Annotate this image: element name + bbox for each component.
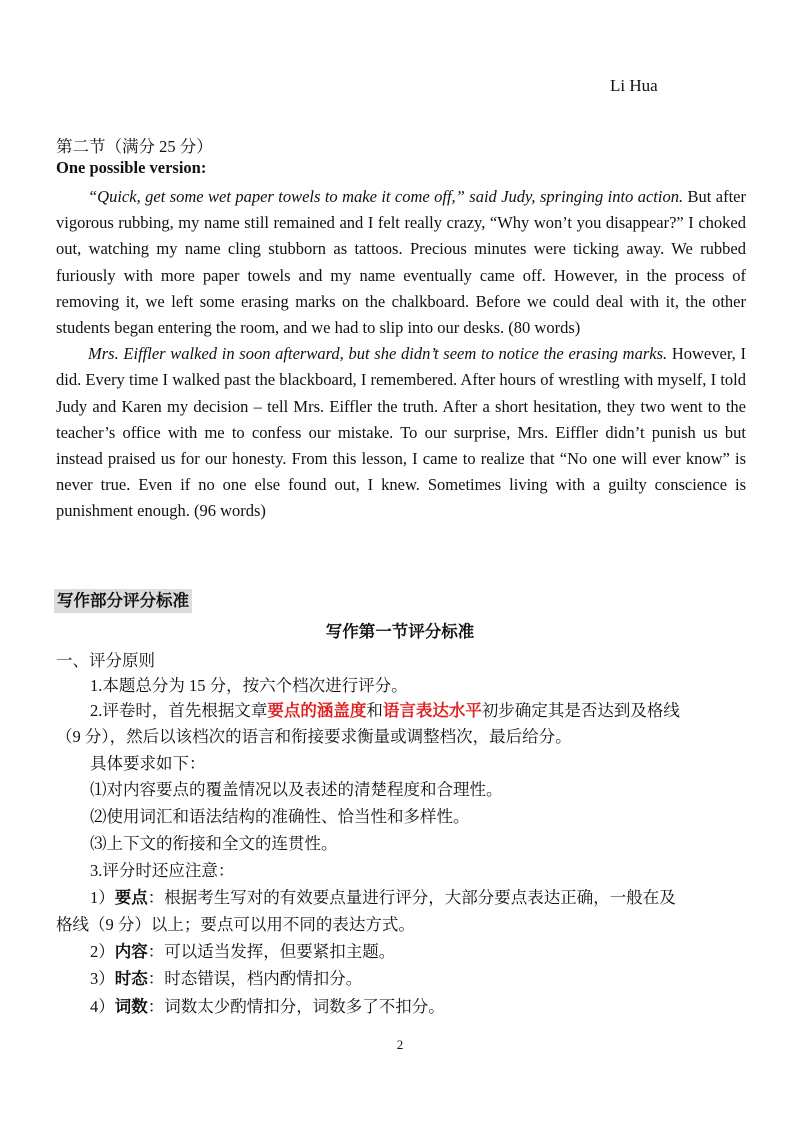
- principles-heading: 一、评分原则: [56, 651, 155, 670]
- criteria-item-3: 3.评分时还应注意：: [90, 861, 235, 880]
- item2-highlight-content: 要点的涵盖度: [267, 701, 367, 720]
- note-1: [90, 884, 676, 908]
- note-3-num: 3）: [90, 969, 115, 988]
- note-4-text: ：词数太少酌情扣分，词数多了不扣分。: [147, 997, 445, 1016]
- note-4-num: 4）: [90, 997, 115, 1016]
- essay-body: [56, 184, 746, 525]
- requirement-3: ⑶上下文的衔接和全文的连贯性。: [90, 834, 338, 853]
- note-3-text: ：时态错误，档内酌情扣分。: [147, 969, 363, 988]
- note-2-key: 内容: [114, 942, 148, 961]
- essay-p1-lead: “Quick, get some wet paper towels to make it come off,” said Judy, springing into action.: [88, 187, 684, 206]
- note-1-text: ：根据考生写对的有效要点量进行评分，大部分要点表达正确，一般在及: [147, 888, 676, 907]
- note-4: [90, 993, 445, 1017]
- essay-p2-body: However, I did. Every time I walked past the blackboard, I remembered. After hours of wrestling with myself, I told Judy and Karen my decision – tell Mrs. Eiffler the truth. After a short hesitation, they two went to the teacher’s office with me to confess our mistake. To our surprise, Mrs. Eiffler didn’t punish us but instead praised us for our honesty. From this lesson, I came to realize that “No one will ever know” is never true. Even if no one else found out, I knew. Sometimes living with a guilty conscience is punishment enough. (96 words): [56, 344, 746, 521]
- criteria-item-2: [90, 697, 680, 721]
- criteria-title: 写作第一节评分标准: [325, 622, 475, 641]
- note-1-key: 要点: [114, 888, 148, 907]
- note-1-cont: 格线（9 分）以上；要点可以用不同的表达方式。: [56, 915, 415, 934]
- note-2-text: ：可以适当发挥，但要紧扣主题。: [147, 942, 396, 961]
- page-number: 2: [396, 1037, 404, 1052]
- note-3-key: 时态: [114, 969, 148, 988]
- item2-highlight-language: 语言表达水平: [382, 701, 482, 720]
- note-2-num: 2）: [90, 942, 115, 961]
- requirement-2: ⑵使用词汇和语法结构的准确性、恰当性和多样性。: [90, 807, 470, 826]
- criteria-item-1: 1.本题总分为 15 分，按六个档次进行评分。: [90, 676, 408, 695]
- item2-mid: 和: [366, 701, 383, 720]
- essay-p1-body: But after vigorous rubbing, my name still remained and I felt really crazy, “Why won’t you disappear?” I choked out, watching my name cling stubborn as tattoos. Precious minutes were ticking away. We rubbed furiously with more paper towels and my name eventually came off. However, in the process of removing it, we left some erasing marks on the chalkboard. Before we could deal with it, the other students began entering the room, and we had to slip into our desks. (80 words): [56, 187, 747, 338]
- essay-paragraph-1: [56, 184, 746, 341]
- note-3: [90, 965, 362, 989]
- section-heading: 第二节（满分 25 分）: [56, 137, 213, 156]
- note-4-key: 词数: [114, 997, 148, 1016]
- essay-paragraph-2: [56, 341, 746, 524]
- item2-pre: 2.评卷时，首先根据文章: [90, 701, 268, 720]
- criteria-item-2-cont: （9 分），然后以该档次的语言和衔接要求衡量或调整档次，最后给分。: [56, 727, 572, 746]
- criteria-section-label: 写作部分评分标准: [54, 589, 192, 613]
- item2-post: 初步确定其是否达到及格线: [481, 701, 680, 720]
- version-label: One possible version:: [56, 158, 207, 177]
- requirements-intro: 具体要求如下：: [90, 754, 206, 773]
- requirement-1: ⑴对内容要点的覆盖情况以及表述的清楚程度和合理性。: [90, 780, 503, 799]
- note-2: [90, 938, 395, 962]
- essay-p2-lead: Mrs. Eiffler walked in soon afterward, but she didn’t seem to notice the erasing marks.: [88, 344, 668, 364]
- note-1-num: 1）: [90, 888, 115, 907]
- signature: Li Hua: [610, 76, 658, 95]
